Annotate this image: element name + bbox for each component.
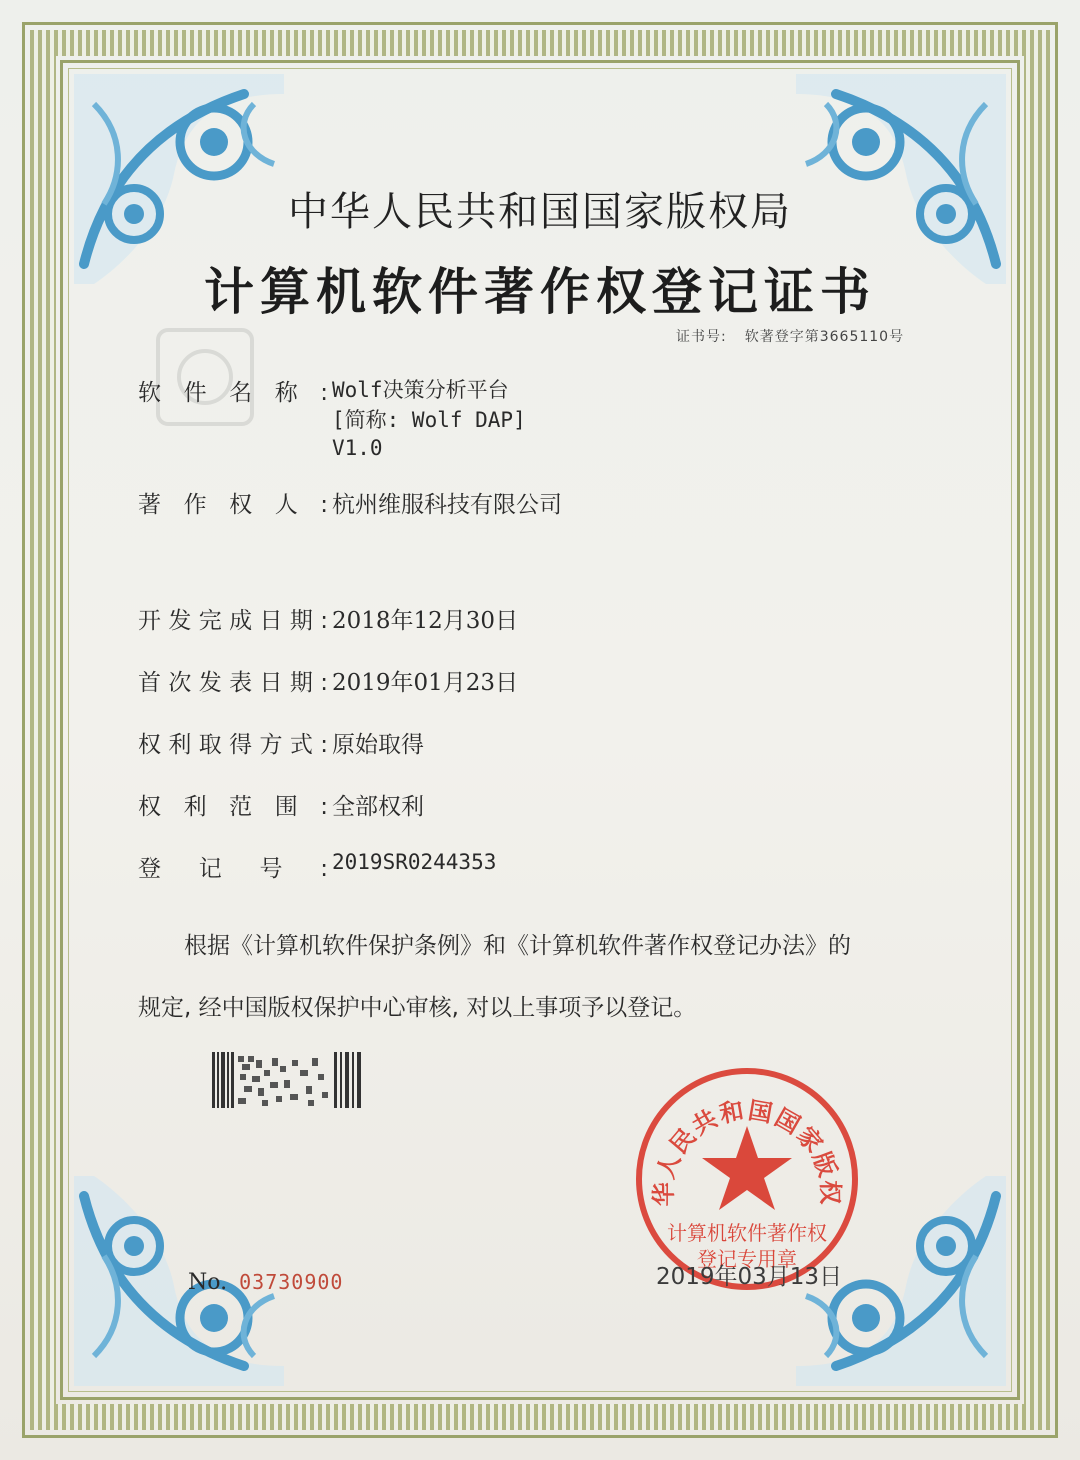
issue-date: 2019年03月13日 <box>656 1264 843 1290</box>
dev-completion-date-value: 2018年12月30日 <box>332 608 519 634</box>
copyright-holder-label: 著作权人: <box>138 492 328 518</box>
certificate-title: 计算机软件著作权登记证书 <box>204 263 876 321</box>
field-rights-scope <box>138 788 424 821</box>
copyright-holder-value: 杭州维服科技有限公司 <box>332 492 562 518</box>
field-software-name <box>138 374 509 407</box>
acquisition-method-value: 原始取得 <box>332 732 424 758</box>
seal-ring-text: 华人民共和国国家版权 <box>649 1096 845 1207</box>
field-acquisition-method <box>138 726 424 759</box>
field-copyright-holder <box>138 486 562 519</box>
software-name-line3: V1.0 <box>332 436 383 460</box>
dev-completion-date-label: 开发完成日期: <box>138 608 328 634</box>
registration-no-value: 2019SR0244353 <box>332 850 497 874</box>
software-name-line1: Wolf决策分析平台 <box>332 378 509 402</box>
seal-star-icon <box>702 1126 792 1210</box>
field-dev-completion-date <box>138 602 519 635</box>
certificate-number-value: 软著登字第3665110号 <box>744 329 905 345</box>
acquisition-method-label: 权利取得方式: <box>138 732 328 758</box>
serial-number <box>188 1270 343 1295</box>
field-first-publish-date <box>138 664 519 697</box>
certificate-number-label: 证书号: <box>676 329 727 345</box>
field-registration-no <box>138 850 497 883</box>
issuer-heading: 中华人民共和国国家版权局 <box>288 189 792 235</box>
statement-line-2: 规定, 经中国版权保护中心审核, 对以上事项予以登记。 <box>138 995 697 1021</box>
certificate-number <box>676 326 904 346</box>
software-name-line2: [简称: Wolf DAP] <box>332 408 526 432</box>
software-name-label: 软件名称: <box>138 380 328 406</box>
rights-scope-value: 全部权利 <box>332 794 424 820</box>
serial-label: No. <box>188 1270 228 1295</box>
registration-no-label: 登记号: <box>138 856 328 882</box>
seal-line-2: 登记专用章 <box>697 1247 797 1271</box>
serial-value: 03730900 <box>239 1270 344 1294</box>
first-publish-date-label: 首次发表日期: <box>138 670 328 696</box>
rights-scope-label: 权利范围: <box>138 794 328 820</box>
barcode <box>212 1052 364 1108</box>
first-publish-date-value: 2019年01月23日 <box>332 670 519 696</box>
seal-line-1: 计算机软件著作权 <box>667 1221 827 1245</box>
statement-line-1: 根据《计算机软件保护条例》和《计算机软件著作权登记办法》的 <box>184 933 851 959</box>
